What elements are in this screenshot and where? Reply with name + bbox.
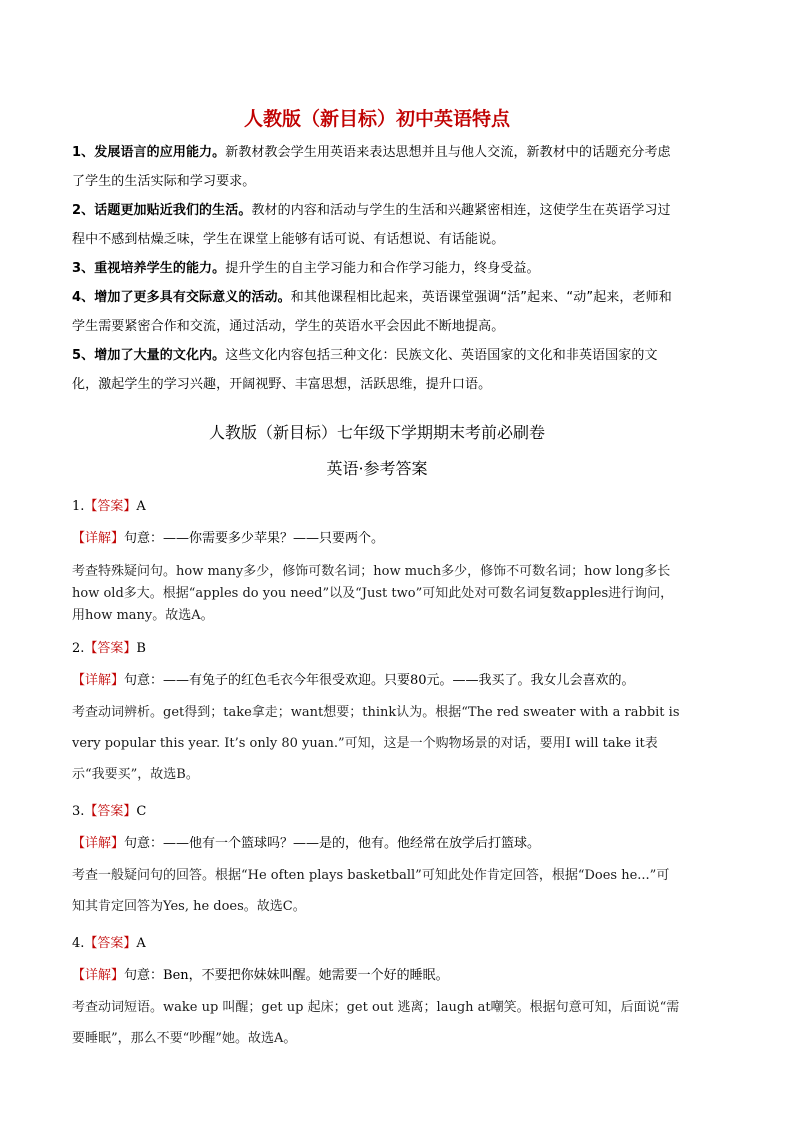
detail-text: 句意：——他有一个篮球吗？——是的，他有。他经常在放学后打篮球。 <box>124 836 541 851</box>
feature-body: 新教材教会学生用英语来表达思想并且与他人交流，新教材中的话题充分考虑了学生的生活实际和学习要求。 <box>72 145 671 189</box>
feature-item-1 <box>72 138 682 196</box>
detail-tag: 【详解】 <box>72 531 125 546</box>
answer-value: A <box>136 936 146 951</box>
feature-item-3 <box>72 254 682 283</box>
feature-body: 教材的内容和活动与学生的生活和兴趣紧密相连，这使学生在英语学习过程中不感到枯燥乏味，学生在课堂上能够有话可说、有话想说、有话能说。 <box>72 203 671 247</box>
answer-tag: 【答案】 <box>84 936 137 951</box>
feature-body: 提升学生的自主学习能力和合作学习能力，终身受益。 <box>225 261 540 276</box>
detail-text: 句意：——你需要多少苹果？——只要两个。 <box>124 531 385 546</box>
feature-item-2 <box>72 196 682 254</box>
answer-value: B <box>136 641 146 656</box>
question-number: 1. <box>72 499 85 514</box>
feature-body: 和其他课程相比起来，英语课堂强调“活”起来、“动”起来，老师和学生需要紧密合作和交流，通过活动，学生的英语水平会因此不断地提高。 <box>72 290 672 334</box>
question-number: 2. <box>72 641 85 656</box>
question-answer-4 <box>72 934 682 954</box>
feature-head: 4、增加了更多具有交际意义的活动。 <box>72 290 291 305</box>
feature-head: 2、话题更加贴近我们的生活。 <box>72 203 252 218</box>
answer-key-title: 英语·参考答案 <box>326 459 428 478</box>
detail-tag: 【详解】 <box>72 836 125 851</box>
answer-tag: 【答案】 <box>84 641 137 656</box>
detail-text: 句意：Ben，不要把你妹妹叫醒。她需要一个好的睡眠。 <box>124 968 449 983</box>
question-explain-1: 考查特殊疑问句。how many多少，修饰可数名词；how much多少，修饰不可数名词；how long多长 how old多大。根据“apples do you need”以及“Just two”可知此处对可数名词复数apples进行询问，用how many。故选A。 <box>72 564 674 623</box>
detail-tag: 【详解】 <box>72 673 125 688</box>
feature-body: 这些文化内容包括三种文化：民族文化、英语国家的文化和非英语国家的文化，激起学生的学习兴趣，开阔视野、丰富思想，活跃思维，提升口语。 <box>72 348 658 392</box>
feature-item-5 <box>72 341 682 399</box>
document-page <box>72 100 682 1066</box>
question-explain-3: 考查一般疑问句的回答。根据“He often plays basketball”可知此处作肯定回答，根据“Does he...”可知其肯定回答为Yes, he does。故选C。 <box>72 868 670 914</box>
answer-tag: 【答案】 <box>84 499 137 514</box>
answer-value: A <box>136 499 146 514</box>
question-detail-2 <box>72 671 682 691</box>
question-explain-4: 考查动词短语。wake up 叫醒；get up 起床；get out 逃离；laugh at嘲笑。根据句意可知，后面说“需要睡眠”，那么不要“吵醒”她。故选A。 <box>72 1000 680 1046</box>
question-answer-1 <box>72 497 682 517</box>
feature-head: 5、增加了大量的文化内。 <box>72 348 226 363</box>
question-number: 3. <box>72 804 85 819</box>
question-detail-4 <box>72 966 682 986</box>
feature-head: 3、重视培养学生的能力。 <box>72 261 226 276</box>
feature-item-4 <box>72 283 682 341</box>
answer-tag: 【答案】 <box>84 804 137 819</box>
exam-title: 人教版（新目标）七年级下学期期末考前必刷卷 <box>208 423 545 442</box>
question-number: 4. <box>72 936 85 951</box>
question-answer-3 <box>72 802 682 822</box>
answer-value: C <box>136 804 147 819</box>
feature-head: 1、发展语言的应用能力。 <box>72 145 226 160</box>
detail-text: 句意：——有兔子的红色毛衣今年很受欢迎。只要80元。——我买了。我女儿会喜欢的。 <box>124 673 635 688</box>
question-detail-1 <box>72 529 682 549</box>
question-explain-2: 考查动词辨析。get得到；take拿走；want想要；think认为。根据“The red sweater with a rabbit is very popular this year. It’s only 80 yuan.”可知，这是一个购物场景的对话，要用I will take it表示“我要买”，故选B。 <box>72 705 680 782</box>
question-answer-2 <box>72 639 682 659</box>
detail-tag: 【详解】 <box>72 968 125 983</box>
intro-title: 人教版（新目标）初中英语特点 <box>243 108 510 130</box>
question-detail-3 <box>72 834 682 854</box>
